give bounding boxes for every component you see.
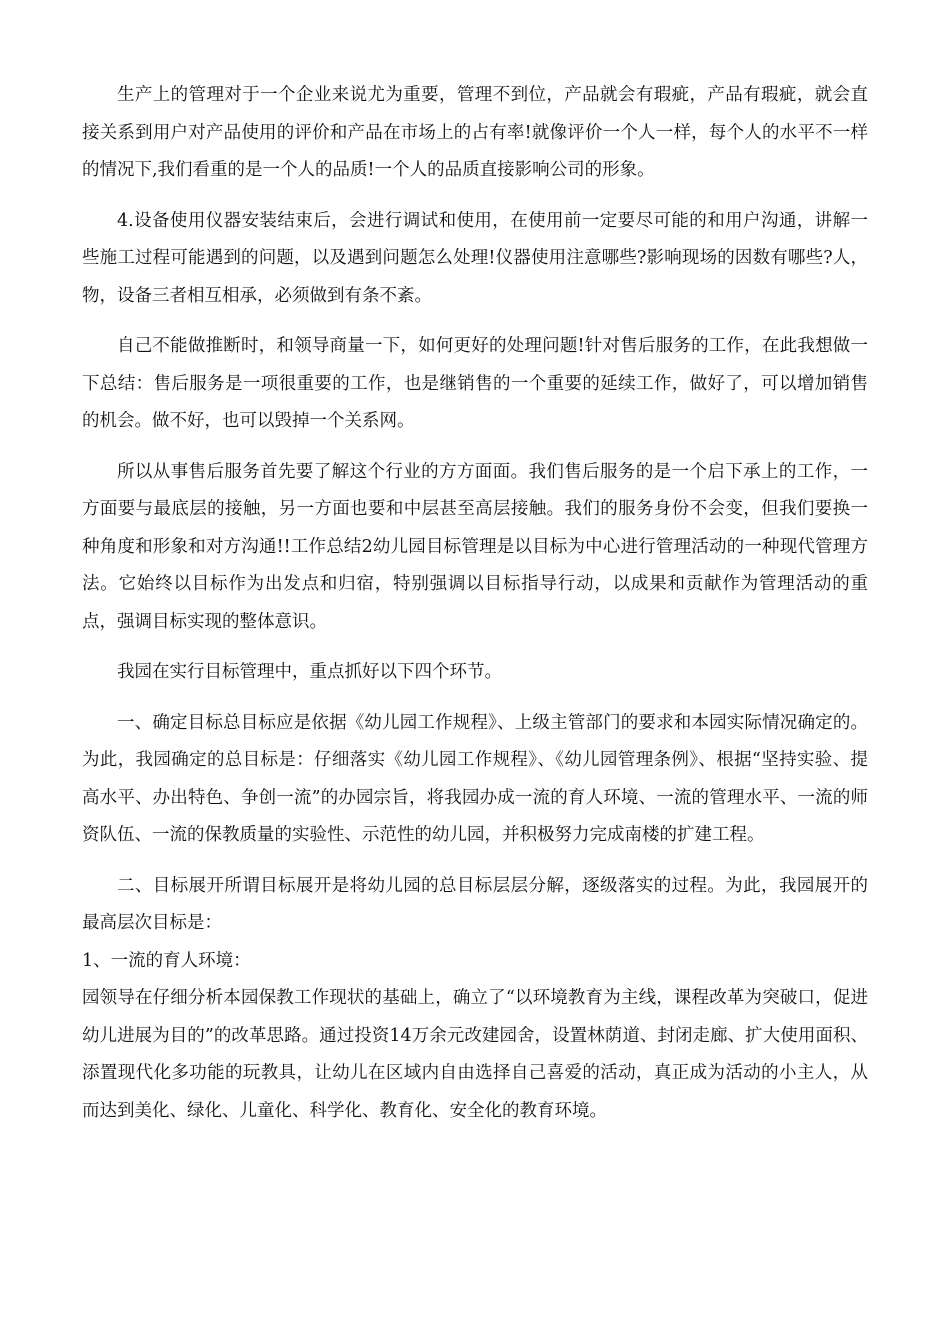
list-heading-education-environment: 1、一流的育人环境：	[82, 950, 251, 971]
paragraph-after-sales-industry: 所以从事售后服务首先要了解这个行业的方方面面。我们售后服务的是一个启下承上的工作，一方面要与最底层的接触，另一方面也要和中层甚至高层接触。我们的服务身份不会变，但我们要换一种角度和形象和对方沟通!!工作总结2幼儿园目标管理是以目标为中心进行管理活动的一种现代管理方法。它始终以目标作为出发点和归宿，特别强调以目标指导行动，以成果和贡献作为管理活动的重点，强调目标实现的整体意识。	[82, 461, 868, 632]
paragraph-environment-details: 园领导在仔细分析本园保教工作现状的基础上，确立了“以环境教育为主线，课程改革为突破口，促进幼儿进展为目的”的改革思路。通过投资14万余元改建园舍，设置林荫道、封闭走廊、扩大使用面积、添置现代化多功能的玩教具，让幼儿在区域内自由选择自己喜爱的活动，真正成为活动的小主人，从而达到美化、绿化、儿童化、科学化、教育化、安全化的教育环境。	[82, 988, 868, 1121]
paragraph-determine-goals: 一、确定目标总目标应是依据《幼儿园工作规程》、上级主管部门的要求和本园实际情况确定的。为此，我园确定的总目标是：仔细落实《幼儿园工作规程》、《幼儿园管理条例》、根据“坚持实验、提高水平、办出特色、争创一流”的办园宗旨，将我园办成一流的育人环境、一流的管理水平、一流的师资队伍、一流的保教质量的实验性、示范性的幼儿园，并积极努力完成南楼的扩建工程。	[82, 712, 868, 845]
paragraph-four-steps: 我园在实行目标管理中，重点抓好以下四个环节。	[117, 662, 502, 682]
paragraph-goal-expansion: 二、目标展开所谓目标展开是将幼儿园的总目标层层分解，逐级落实的过程。为此，我园展开的最高层次目标是：	[82, 875, 868, 933]
paragraph-equipment-installation: 4.设备使用仪器安装结束后，会进行调试和使用，在使用前一定要尽可能的和用户沟通，讲解一些施工过程可能遇到的问题，以及遇到问题怎么处理!仪器使用注意哪些?影响现场的因数有哪些?人，物，设备三者相互相承，必须做到有条不紊。	[82, 210, 868, 306]
paragraph-after-sales-summary: 自己不能做推断时，和领导商量一下，如何更好的处理问题!针对售后服务的工作，在此我想做一下总结：售后服务是一项很重要的工作，也是继销售的一个重要的延续工作，做好了，可以增加销售的机会。做不好，也可以毁掉一个关系网。	[82, 336, 868, 431]
paragraph-production-management: 生产上的管理对于一个企业来说尤为重要，管理不到位，产品就会有瑕疵，产品有瑕疵，就会直接关系到用户对产品使用的评价和产品在市场上的占有率!就像评价一个人一样，每个人的水平不一样的情况下,我们看重的是一个人的品质!一个人的品质直接影响公司的形象。	[82, 85, 868, 180]
